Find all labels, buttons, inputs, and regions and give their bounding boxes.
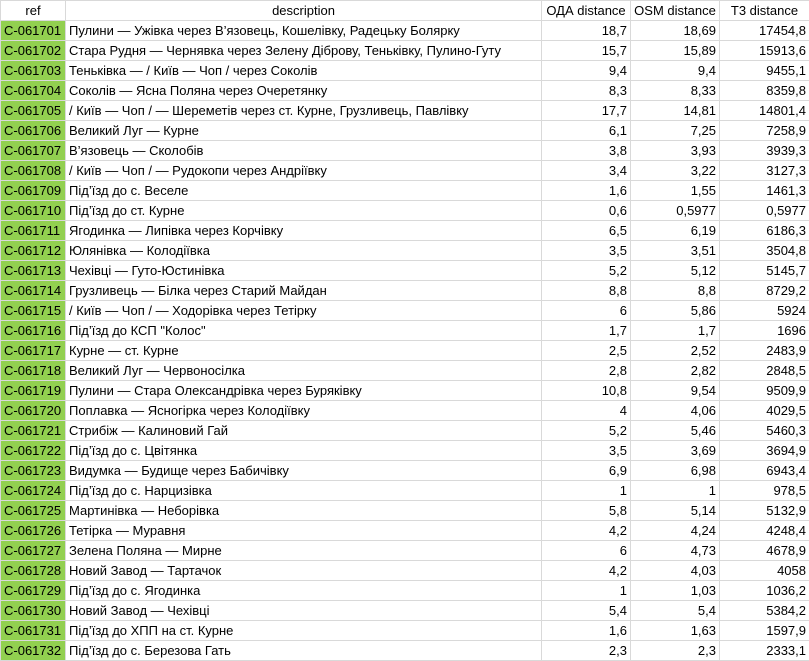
cell-osm-distance[interactable]: 1,63	[631, 621, 720, 641]
cell-description[interactable]: Під’їзд до с. Цвітянка	[66, 441, 542, 461]
table-row	[1, 501, 809, 521]
cell-t3-distance[interactable]: 9455,1	[720, 61, 809, 81]
cell-oda-distance[interactable]: 6	[542, 541, 631, 561]
cell-oda-distance[interactable]: 5,4	[542, 601, 631, 621]
cell-oda-distance[interactable]: 9,4	[542, 61, 631, 81]
cell-t3-distance[interactable]: 2848,5	[720, 361, 809, 381]
cell-description[interactable]: / Київ — Чоп / — Шереметів через ст. Курне, Грузливець, Павлівку	[66, 101, 542, 121]
cell-osm-distance[interactable]: 1	[631, 481, 720, 501]
cell-t3-distance[interactable]: 15913,6	[720, 41, 809, 61]
table-row	[1, 181, 809, 201]
cell-description[interactable]: Під’їзд до ст. Курне	[66, 201, 542, 221]
cell-description[interactable]: Чехівці — Гуто-Юстинівка	[66, 261, 542, 281]
table-row	[1, 581, 809, 601]
cell-oda-distance[interactable]: 18,7	[542, 21, 631, 41]
table-row	[1, 21, 809, 41]
cell-description[interactable]: Зелена Поляна — Мирне	[66, 541, 542, 561]
cell-osm-distance[interactable]: 7,25	[631, 121, 720, 141]
cell-description[interactable]: Пулини — Ужівка через В’язовець, Кошелівку, Радецьку Болярку	[66, 21, 542, 41]
cell-ref[interactable]: C-061722	[1, 441, 66, 461]
cell-ref[interactable]: C-061707	[1, 141, 66, 161]
cell-description[interactable]: Грузливець — Білка через Старий Майдан	[66, 281, 542, 301]
cell-ref[interactable]: C-061721	[1, 421, 66, 441]
cell-description[interactable]: Поплавка — Ясногірка через Колодіївку	[66, 401, 542, 421]
table-row	[1, 521, 809, 541]
cell-description[interactable]: / Київ — Чоп / — Ходорівка через Тетірку	[66, 301, 542, 321]
cell-osm-distance[interactable]: 5,46	[631, 421, 720, 441]
cell-t3-distance[interactable]: 1696	[720, 321, 809, 341]
cell-t3-distance[interactable]: 3939,3	[720, 141, 809, 161]
cell-t3-distance[interactable]: 5145,7	[720, 261, 809, 281]
table-row	[1, 341, 809, 361]
cell-ref[interactable]: C-061714	[1, 281, 66, 301]
cell-oda-distance[interactable]: 1	[542, 581, 631, 601]
cell-ref[interactable]: C-061726	[1, 521, 66, 541]
cell-oda-distance[interactable]: 3,8	[542, 141, 631, 161]
cell-oda-distance[interactable]: 1	[542, 481, 631, 501]
cell-ref[interactable]: C-061712	[1, 241, 66, 261]
cell-t3-distance[interactable]: 17454,8	[720, 21, 809, 41]
cell-ref[interactable]: C-061701	[1, 21, 66, 41]
cell-t3-distance[interactable]: 5132,9	[720, 501, 809, 521]
cell-osm-distance[interactable]: 9,4	[631, 61, 720, 81]
table-row	[1, 241, 809, 261]
cell-oda-distance[interactable]: 3,5	[542, 441, 631, 461]
cell-description[interactable]: Під’їзд до с. Ягодинка	[66, 581, 542, 601]
cell-oda-distance[interactable]: 5,2	[542, 421, 631, 441]
cell-description[interactable]: Великий Луг — Курне	[66, 121, 542, 141]
cell-osm-distance[interactable]: 8,8	[631, 281, 720, 301]
cell-ref[interactable]: C-061702	[1, 41, 66, 61]
table-row	[1, 101, 809, 121]
table-row	[1, 141, 809, 161]
cell-description[interactable]: Ягодинка — Липівка через Корчівку	[66, 221, 542, 241]
cell-ref[interactable]: C-061718	[1, 361, 66, 381]
cell-ref[interactable]: C-061705	[1, 101, 66, 121]
table-row	[1, 461, 809, 481]
table-row	[1, 401, 809, 421]
cell-t3-distance[interactable]: 3127,3	[720, 161, 809, 181]
cell-ref[interactable]: C-061717	[1, 341, 66, 361]
table-row	[1, 261, 809, 281]
table-body	[1, 21, 809, 661]
cell-ref[interactable]: C-061724	[1, 481, 66, 501]
table-row	[1, 561, 809, 581]
column-header-oda-distance[interactable]: ОДА distance	[542, 1, 631, 21]
cell-osm-distance[interactable]: 9,54	[631, 381, 720, 401]
cell-osm-distance[interactable]: 5,12	[631, 261, 720, 281]
cell-ref[interactable]: C-061725	[1, 501, 66, 521]
cell-description[interactable]: Новий Завод — Чехівці	[66, 601, 542, 621]
cell-oda-distance[interactable]: 1,7	[542, 321, 631, 341]
cell-t3-distance[interactable]: 1597,9	[720, 621, 809, 641]
cell-osm-distance[interactable]: 3,22	[631, 161, 720, 181]
cell-t3-distance[interactable]: 5924	[720, 301, 809, 321]
cell-ref[interactable]: C-061728	[1, 561, 66, 581]
column-header-osm-distance[interactable]: OSM distance	[631, 1, 720, 21]
cell-oda-distance[interactable]: 1,6	[542, 621, 631, 641]
cell-ref[interactable]: C-061720	[1, 401, 66, 421]
table-row	[1, 301, 809, 321]
cell-t3-distance[interactable]: 6186,3	[720, 221, 809, 241]
column-header-t3-distance[interactable]: T3 distance	[720, 1, 809, 21]
cell-ref[interactable]: C-061711	[1, 221, 66, 241]
table-row	[1, 81, 809, 101]
cell-description[interactable]: / Київ — Чоп / — Рудокопи через Андріївку	[66, 161, 542, 181]
cell-osm-distance[interactable]: 5,4	[631, 601, 720, 621]
cell-t3-distance[interactable]: 2483,9	[720, 341, 809, 361]
table-row	[1, 421, 809, 441]
cell-description[interactable]: Тетірка — Муравня	[66, 521, 542, 541]
cell-osm-distance[interactable]: 1,03	[631, 581, 720, 601]
cell-description[interactable]: В’язовець — Сколобів	[66, 141, 542, 161]
cell-osm-distance[interactable]: 5,86	[631, 301, 720, 321]
cell-osm-distance[interactable]: 15,89	[631, 41, 720, 61]
cell-ref[interactable]: C-061710	[1, 201, 66, 221]
cell-osm-distance[interactable]: 3,69	[631, 441, 720, 461]
cell-ref[interactable]: C-061713	[1, 261, 66, 281]
table-row	[1, 161, 809, 181]
cell-description[interactable]: Стрибіж — Калиновий Гай	[66, 421, 542, 441]
cell-ref[interactable]: C-061732	[1, 641, 66, 661]
table-row	[1, 641, 809, 661]
cell-oda-distance[interactable]: 2,3	[542, 641, 631, 661]
table-row	[1, 201, 809, 221]
cell-description[interactable]: Курне — ст. Курне	[66, 341, 542, 361]
cell-description[interactable]: Мартинівка — Неборівка	[66, 501, 542, 521]
cell-description[interactable]: Соколів — Ясна Поляна через Очеретянку	[66, 81, 542, 101]
cell-t3-distance[interactable]: 978,5	[720, 481, 809, 501]
cell-oda-distance[interactable]: 1,6	[542, 181, 631, 201]
column-header-ref[interactable]: ref	[1, 1, 66, 21]
cell-ref[interactable]: C-061709	[1, 181, 66, 201]
cell-ref[interactable]: C-061719	[1, 381, 66, 401]
table-row	[1, 41, 809, 61]
cell-t3-distance[interactable]: 1461,3	[720, 181, 809, 201]
cell-oda-distance[interactable]: 15,7	[542, 41, 631, 61]
cell-t3-distance[interactable]: 4058	[720, 561, 809, 581]
table-row	[1, 541, 809, 561]
cell-t3-distance[interactable]: 1036,2	[720, 581, 809, 601]
cell-oda-distance[interactable]: 8,3	[542, 81, 631, 101]
table-row	[1, 361, 809, 381]
cell-osm-distance[interactable]: 2,3	[631, 641, 720, 661]
cell-t3-distance[interactable]: 14801,4	[720, 101, 809, 121]
cell-description[interactable]: Видумка — Будище через Бабичівку	[66, 461, 542, 481]
cell-t3-distance[interactable]: 4029,5	[720, 401, 809, 421]
cell-t3-distance[interactable]: 5384,2	[720, 601, 809, 621]
cell-t3-distance[interactable]: 8359,8	[720, 81, 809, 101]
cell-ref[interactable]: C-061729	[1, 581, 66, 601]
table-row	[1, 621, 809, 641]
cell-osm-distance[interactable]: 18,69	[631, 21, 720, 41]
cell-t3-distance[interactable]: 6943,4	[720, 461, 809, 481]
cell-osm-distance[interactable]: 14,81	[631, 101, 720, 121]
cell-ref[interactable]: C-061715	[1, 301, 66, 321]
cell-osm-distance[interactable]: 5,14	[631, 501, 720, 521]
cell-oda-distance[interactable]: 2,5	[542, 341, 631, 361]
cell-t3-distance[interactable]: 4678,9	[720, 541, 809, 561]
cell-ref[interactable]: C-061723	[1, 461, 66, 481]
cell-osm-distance[interactable]: 6,98	[631, 461, 720, 481]
cell-osm-distance[interactable]: 2,52	[631, 341, 720, 361]
cell-ref[interactable]: C-061727	[1, 541, 66, 561]
cell-ref[interactable]: C-061708	[1, 161, 66, 181]
cell-description[interactable]: Під’їзд до с. Веселе	[66, 181, 542, 201]
cell-osm-distance[interactable]: 0,5977	[631, 201, 720, 221]
cell-oda-distance[interactable]: 5,8	[542, 501, 631, 521]
cell-t3-distance[interactable]: 3694,9	[720, 441, 809, 461]
cell-oda-distance[interactable]: 6	[542, 301, 631, 321]
cell-ref[interactable]: C-061706	[1, 121, 66, 141]
cell-oda-distance[interactable]: 6,9	[542, 461, 631, 481]
table-row	[1, 221, 809, 241]
cell-description[interactable]: Під’їзд до ХПП на ст. Курне	[66, 621, 542, 641]
cell-osm-distance[interactable]: 4,24	[631, 521, 720, 541]
cell-t3-distance[interactable]: 4248,4	[720, 521, 809, 541]
cell-oda-distance[interactable]: 8,8	[542, 281, 631, 301]
cell-oda-distance[interactable]: 3,4	[542, 161, 631, 181]
table-row	[1, 481, 809, 501]
cell-ref[interactable]: C-061703	[1, 61, 66, 81]
column-header-description[interactable]: description	[66, 1, 542, 21]
cell-t3-distance[interactable]: 2333,1	[720, 641, 809, 661]
cell-osm-distance[interactable]: 6,19	[631, 221, 720, 241]
cell-osm-distance[interactable]: 8,33	[631, 81, 720, 101]
cell-osm-distance[interactable]: 1,55	[631, 181, 720, 201]
cell-osm-distance[interactable]: 3,93	[631, 141, 720, 161]
cell-oda-distance[interactable]: 5,2	[542, 261, 631, 281]
table-row	[1, 281, 809, 301]
cell-osm-distance[interactable]: 4,73	[631, 541, 720, 561]
cell-t3-distance[interactable]: 0,5977	[720, 201, 809, 221]
cell-osm-distance[interactable]: 4,03	[631, 561, 720, 581]
cell-oda-distance[interactable]: 0,6	[542, 201, 631, 221]
cell-description[interactable]: Теньківка — / Київ — Чоп / через Соколів	[66, 61, 542, 81]
header-row	[1, 1, 809, 21]
cell-description[interactable]: Юлянівка — Колодіївка	[66, 241, 542, 261]
cell-osm-distance[interactable]: 1,7	[631, 321, 720, 341]
cell-t3-distance[interactable]: 7258,9	[720, 121, 809, 141]
cell-ref[interactable]: C-061704	[1, 81, 66, 101]
cell-description[interactable]: Стара Рудня — Чернявка через Зелену Діброву, Теньківку, Пулино-Гуту	[66, 41, 542, 61]
cell-oda-distance[interactable]: 3,5	[542, 241, 631, 261]
cell-ref[interactable]: C-061730	[1, 601, 66, 621]
cell-oda-distance[interactable]: 4	[542, 401, 631, 421]
cell-osm-distance[interactable]: 4,06	[631, 401, 720, 421]
table-row	[1, 441, 809, 461]
cell-oda-distance[interactable]: 10,8	[542, 381, 631, 401]
cell-ref[interactable]: C-061731	[1, 621, 66, 641]
cell-oda-distance[interactable]: 2,8	[542, 361, 631, 381]
cell-oda-distance[interactable]: 6,1	[542, 121, 631, 141]
table-row	[1, 321, 809, 341]
cell-description[interactable]: Під’їзд до КСП "Колос"	[66, 321, 542, 341]
cell-description[interactable]: Новий Завод — Тартачок	[66, 561, 542, 581]
cell-t3-distance[interactable]: 5460,3	[720, 421, 809, 441]
cell-osm-distance[interactable]: 2,82	[631, 361, 720, 381]
cell-t3-distance[interactable]: 9509,9	[720, 381, 809, 401]
cell-oda-distance[interactable]: 4,2	[542, 521, 631, 541]
cell-oda-distance[interactable]: 17,7	[542, 101, 631, 121]
cell-oda-distance[interactable]: 4,2	[542, 561, 631, 581]
cell-osm-distance[interactable]: 3,51	[631, 241, 720, 261]
table-row	[1, 61, 809, 81]
table-row	[1, 381, 809, 401]
cell-t3-distance[interactable]: 3504,8	[720, 241, 809, 261]
cell-description[interactable]: Пулини — Стара Олександрівка через Буряківку	[66, 381, 542, 401]
table-row	[1, 121, 809, 141]
table-row	[1, 601, 809, 621]
cell-oda-distance[interactable]: 6,5	[542, 221, 631, 241]
cell-description[interactable]: Під’їзд до с. Нарцизівка	[66, 481, 542, 501]
cell-description[interactable]: Великий Луг — Червоносілка	[66, 361, 542, 381]
cell-t3-distance[interactable]: 8729,2	[720, 281, 809, 301]
cell-description[interactable]: Під’їзд до с. Березова Гать	[66, 641, 542, 661]
cell-ref[interactable]: C-061716	[1, 321, 66, 341]
